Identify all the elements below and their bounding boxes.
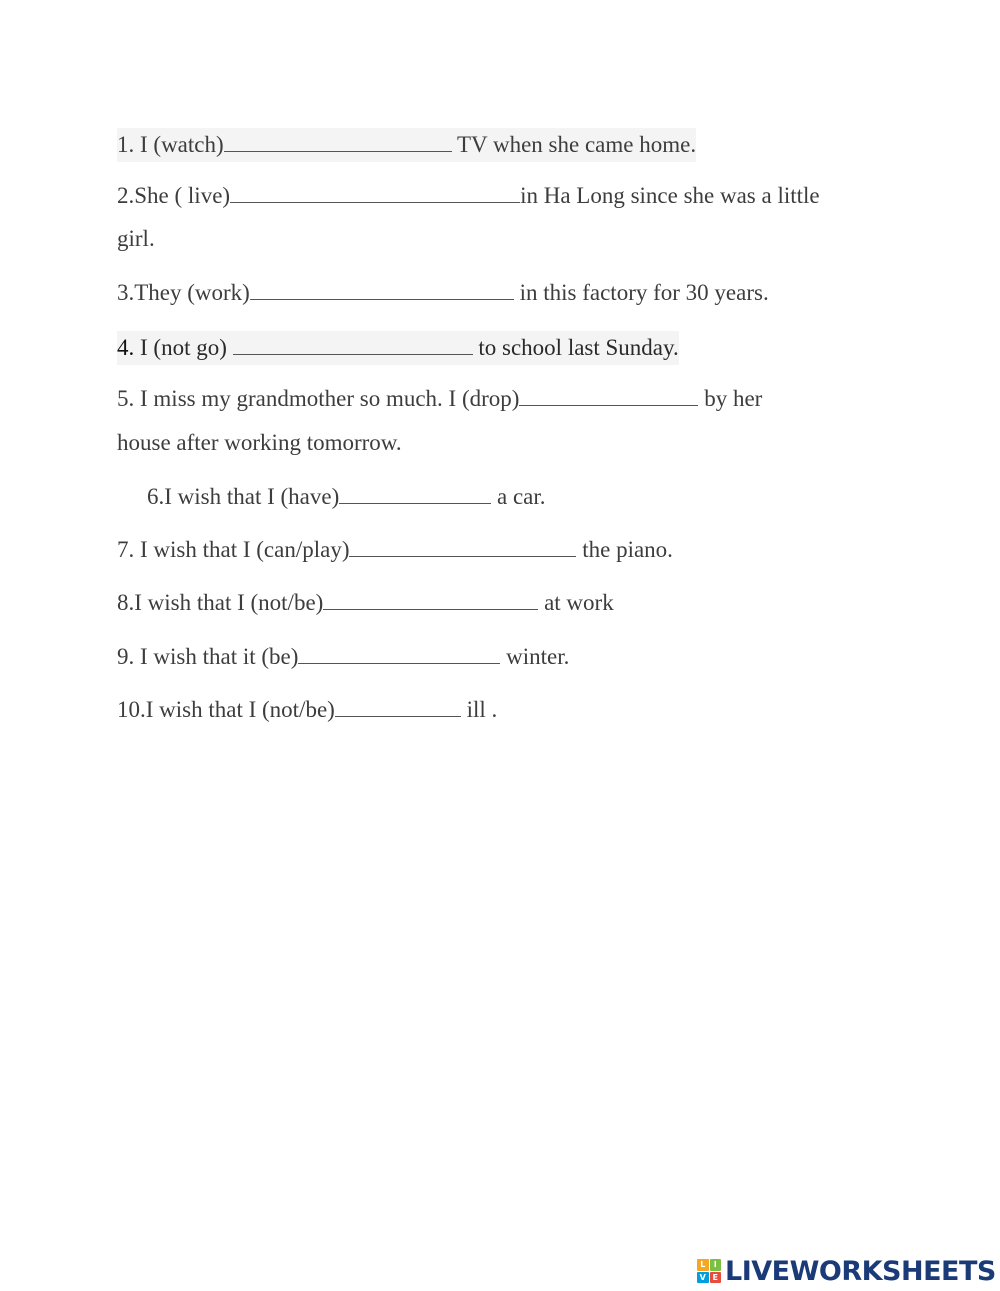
- question-text: I wish that I (not/be): [145, 697, 335, 722]
- question-number: 10.: [117, 697, 146, 722]
- question-number: 5.: [117, 386, 135, 411]
- question-number: 3.: [117, 280, 135, 305]
- question-number: 4.: [117, 335, 135, 360]
- answer-blank-5[interactable]: [519, 385, 698, 406]
- question-text: at work: [538, 590, 614, 615]
- question-9: [117, 642, 569, 672]
- question-4: [117, 331, 679, 365]
- logo-block-i: I: [710, 1259, 722, 1271]
- answer-blank-7[interactable]: [349, 536, 576, 557]
- question-text: TV when she came home.: [451, 132, 697, 157]
- question-text: I wish that I (can/play): [134, 537, 350, 562]
- question-6: [147, 482, 546, 512]
- question-3: [117, 278, 769, 308]
- question-number: 7.: [117, 537, 135, 562]
- question-1: [117, 128, 696, 162]
- question-text: She ( live): [134, 183, 231, 208]
- question-text: I miss my grandmother so much. I (drop): [134, 386, 520, 411]
- question-text: I wish that I (have): [164, 484, 340, 509]
- question-text: in this factory for 30 years.: [513, 280, 769, 305]
- answer-blank-2[interactable]: [230, 182, 520, 203]
- question-text: by her: [698, 386, 763, 411]
- question-number: 8.: [117, 590, 135, 615]
- logo-block-v: V: [697, 1272, 709, 1284]
- question-text: ill .: [460, 697, 498, 722]
- question-8: [117, 588, 614, 618]
- answer-blank-9[interactable]: [298, 643, 500, 664]
- liveworksheets-logo: [697, 1255, 996, 1287]
- question-number: 9.: [117, 644, 135, 669]
- question-text: I wish that I (not/be): [134, 590, 324, 615]
- logo-block-e: E: [710, 1272, 722, 1284]
- question-2: [117, 181, 820, 211]
- live-blocks-icon: [697, 1259, 721, 1283]
- answer-blank-4[interactable]: [233, 334, 473, 355]
- question-text: I (watch): [134, 132, 224, 157]
- brand-name: LIVEWORKSHEETS: [725, 1255, 996, 1287]
- logo-block-l: L: [697, 1259, 709, 1271]
- question-number: 1.: [117, 132, 135, 157]
- question-text: in Ha Long since she was a little: [520, 183, 820, 208]
- answer-blank-6[interactable]: [339, 483, 491, 504]
- question-10: [117, 695, 497, 725]
- question-5-continuation: house after working tomorrow.: [117, 430, 402, 455]
- answer-blank-3[interactable]: [250, 279, 514, 300]
- question-text: winter.: [500, 644, 570, 669]
- question-number: 6.: [147, 484, 165, 509]
- question-text: the piano.: [576, 537, 673, 562]
- question-text: a car.: [491, 484, 546, 509]
- question-text: I wish that it (be): [134, 644, 299, 669]
- question-2-continuation: girl.: [117, 226, 155, 251]
- question-text: They (work): [134, 280, 250, 305]
- answer-blank-10[interactable]: [335, 696, 461, 717]
- answer-blank-1[interactable]: [224, 131, 452, 152]
- question-7: [117, 535, 673, 565]
- answer-blank-8[interactable]: [323, 589, 538, 610]
- question-number: 2.: [117, 183, 135, 208]
- question-5: [117, 384, 762, 414]
- question-text: I (not go): [134, 335, 233, 360]
- question-text: to school last Sunday.: [472, 335, 679, 360]
